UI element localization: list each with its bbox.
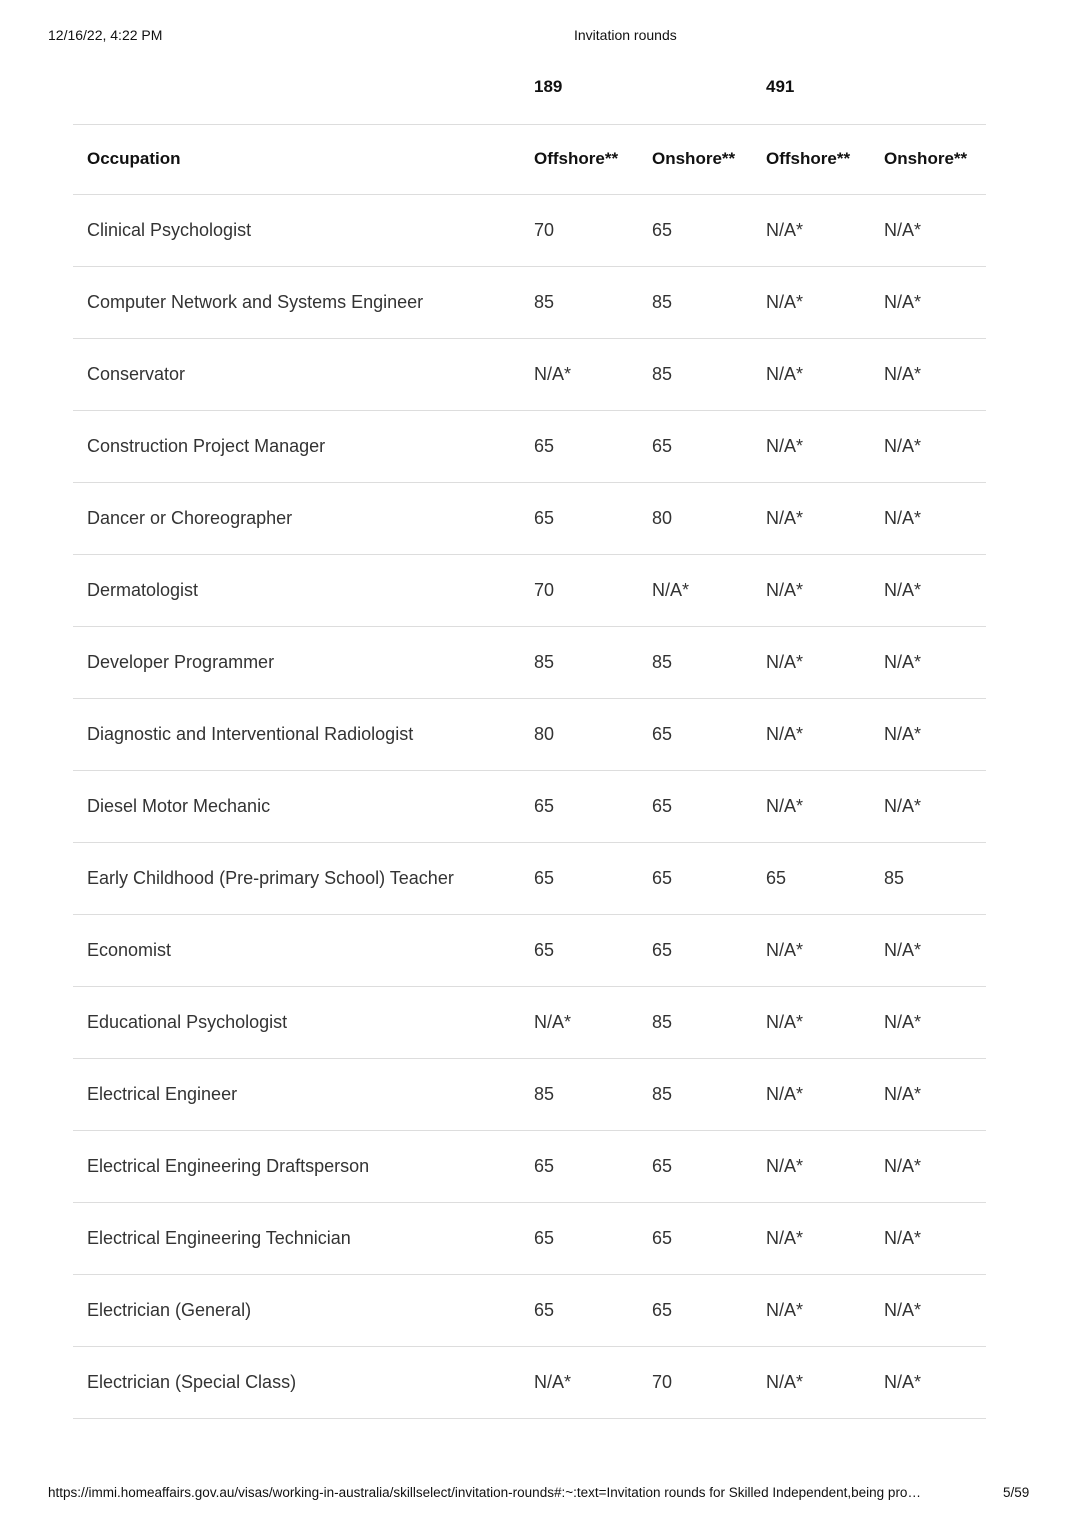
table-row xyxy=(73,699,986,771)
column-header-189-offshore: Offshore** xyxy=(520,124,638,195)
offshore-189-cell: 85 xyxy=(520,267,638,339)
offshore-491-cell: N/A* xyxy=(752,699,870,771)
table-header-row xyxy=(73,124,986,195)
visa-group-header xyxy=(73,50,986,125)
onshore-491-cell: N/A* xyxy=(870,1131,986,1203)
onshore-189-cell: 65 xyxy=(638,915,752,987)
offshore-189-cell: 65 xyxy=(520,483,638,555)
visa-group-491: 491 xyxy=(766,77,795,96)
onshore-491-cell: N/A* xyxy=(870,915,986,987)
occupation-cell: Dancer or Choreographer xyxy=(73,483,520,555)
column-header-491-offshore: Offshore** xyxy=(752,124,870,195)
offshore-491-cell: N/A* xyxy=(752,339,870,411)
onshore-491-cell: N/A* xyxy=(870,267,986,339)
occupation-cell: Educational Psychologist xyxy=(73,987,520,1059)
offshore-491-cell: N/A* xyxy=(752,987,870,1059)
occupation-cell: Electrical Engineering Technician xyxy=(73,1203,520,1275)
occupation-table xyxy=(73,124,986,1419)
offshore-189-cell: 85 xyxy=(520,627,638,699)
table-row xyxy=(73,339,986,411)
column-header-occupation: Occupation xyxy=(73,124,520,195)
occupation-cell: Diagnostic and Interventional Radiologist xyxy=(73,699,520,771)
table-body xyxy=(73,195,986,1419)
table-row xyxy=(73,555,986,627)
onshore-491-cell: N/A* xyxy=(870,1059,986,1131)
column-header-491-onshore: Onshore** xyxy=(870,124,986,195)
occupation-cell: Economist xyxy=(73,915,520,987)
onshore-189-cell: 65 xyxy=(638,1131,752,1203)
offshore-491-cell: N/A* xyxy=(752,771,870,843)
onshore-189-cell: 70 xyxy=(638,1347,752,1419)
print-page-number: 5/59 xyxy=(1003,1485,1030,1500)
offshore-491-cell: N/A* xyxy=(752,555,870,627)
offshore-189-cell: 65 xyxy=(520,771,638,843)
offshore-491-cell: N/A* xyxy=(752,483,870,555)
table-row xyxy=(73,987,986,1059)
table-row xyxy=(73,1275,986,1347)
offshore-189-cell: 70 xyxy=(520,195,638,267)
onshore-189-cell: 85 xyxy=(638,987,752,1059)
onshore-189-cell: 80 xyxy=(638,483,752,555)
onshore-491-cell: N/A* xyxy=(870,411,986,483)
offshore-491-cell: N/A* xyxy=(752,915,870,987)
table-row xyxy=(73,915,986,987)
onshore-491-cell: N/A* xyxy=(870,771,986,843)
onshore-189-cell: 65 xyxy=(638,843,752,915)
occupation-cell: Electrical Engineering Draftsperson xyxy=(73,1131,520,1203)
occupation-cell: Developer Programmer xyxy=(73,627,520,699)
occupation-cell: Diesel Motor Mechanic xyxy=(73,771,520,843)
table-row xyxy=(73,1059,986,1131)
onshore-189-cell: 65 xyxy=(638,1275,752,1347)
print-page-title: Invitation rounds xyxy=(574,27,677,43)
table-row xyxy=(73,1203,986,1275)
offshore-491-cell: N/A* xyxy=(752,1131,870,1203)
onshore-491-cell: N/A* xyxy=(870,699,986,771)
offshore-189-cell: 65 xyxy=(520,915,638,987)
offshore-189-cell: 65 xyxy=(520,1275,638,1347)
offshore-491-cell: N/A* xyxy=(752,1347,870,1419)
onshore-189-cell: N/A* xyxy=(638,555,752,627)
table-row xyxy=(73,411,986,483)
onshore-189-cell: 85 xyxy=(638,339,752,411)
occupation-cell: Electrician (Special Class) xyxy=(73,1347,520,1419)
table-row xyxy=(73,483,986,555)
occupation-cell: Early Childhood (Pre-primary School) Teacher xyxy=(73,843,520,915)
onshore-189-cell: 85 xyxy=(638,627,752,699)
table-row xyxy=(73,195,986,267)
occupation-cell: Conservator xyxy=(73,339,520,411)
offshore-491-cell: N/A* xyxy=(752,411,870,483)
onshore-491-cell: N/A* xyxy=(870,1347,986,1419)
onshore-491-cell: N/A* xyxy=(870,339,986,411)
table-row xyxy=(73,267,986,339)
table-row xyxy=(73,843,986,915)
occupation-cell: Dermatologist xyxy=(73,555,520,627)
onshore-491-cell: N/A* xyxy=(870,555,986,627)
offshore-189-cell: N/A* xyxy=(520,1347,638,1419)
offshore-189-cell: 70 xyxy=(520,555,638,627)
offshore-491-cell: N/A* xyxy=(752,1059,870,1131)
occupation-cell: Construction Project Manager xyxy=(73,411,520,483)
offshore-189-cell: 65 xyxy=(520,1131,638,1203)
offshore-491-cell: N/A* xyxy=(752,195,870,267)
onshore-189-cell: 65 xyxy=(638,1203,752,1275)
onshore-491-cell: N/A* xyxy=(870,627,986,699)
onshore-491-cell: N/A* xyxy=(870,1275,986,1347)
print-datetime: 12/16/22, 4:22 PM xyxy=(48,27,163,43)
offshore-491-cell: N/A* xyxy=(752,267,870,339)
onshore-189-cell: 85 xyxy=(638,1059,752,1131)
onshore-189-cell: 65 xyxy=(638,699,752,771)
occupation-cell: Computer Network and Systems Engineer xyxy=(73,267,520,339)
offshore-189-cell: 65 xyxy=(520,843,638,915)
table-row xyxy=(73,1347,986,1419)
onshore-491-cell: N/A* xyxy=(870,483,986,555)
occupation-cell: Electrician (General) xyxy=(73,1275,520,1347)
onshore-189-cell: 65 xyxy=(638,411,752,483)
offshore-189-cell: N/A* xyxy=(520,987,638,1059)
print-source-url: https://immi.homeaffairs.gov.au/visas/working-in-australia/skillselect/invitation-rounds#:~:text=Invitation rounds for Skilled Independent,being pro… xyxy=(48,1485,921,1500)
offshore-189-cell: N/A* xyxy=(520,339,638,411)
onshore-491-cell: N/A* xyxy=(870,987,986,1059)
table-row xyxy=(73,771,986,843)
occupation-cell: Clinical Psychologist xyxy=(73,195,520,267)
column-header-189-onshore: Onshore** xyxy=(638,124,752,195)
offshore-491-cell: N/A* xyxy=(752,627,870,699)
offshore-189-cell: 80 xyxy=(520,699,638,771)
onshore-491-cell: N/A* xyxy=(870,1203,986,1275)
offshore-189-cell: 85 xyxy=(520,1059,638,1131)
occupation-cell: Electrical Engineer xyxy=(73,1059,520,1131)
onshore-491-cell: N/A* xyxy=(870,195,986,267)
offshore-491-cell: N/A* xyxy=(752,1203,870,1275)
offshore-189-cell: 65 xyxy=(520,1203,638,1275)
onshore-189-cell: 65 xyxy=(638,195,752,267)
table-row xyxy=(73,627,986,699)
offshore-491-cell: 65 xyxy=(752,843,870,915)
offshore-491-cell: N/A* xyxy=(752,1275,870,1347)
onshore-491-cell: 85 xyxy=(870,843,986,915)
onshore-189-cell: 65 xyxy=(638,771,752,843)
table-row xyxy=(73,1131,986,1203)
offshore-189-cell: 65 xyxy=(520,411,638,483)
onshore-189-cell: 85 xyxy=(638,267,752,339)
visa-group-189: 189 xyxy=(534,77,563,96)
